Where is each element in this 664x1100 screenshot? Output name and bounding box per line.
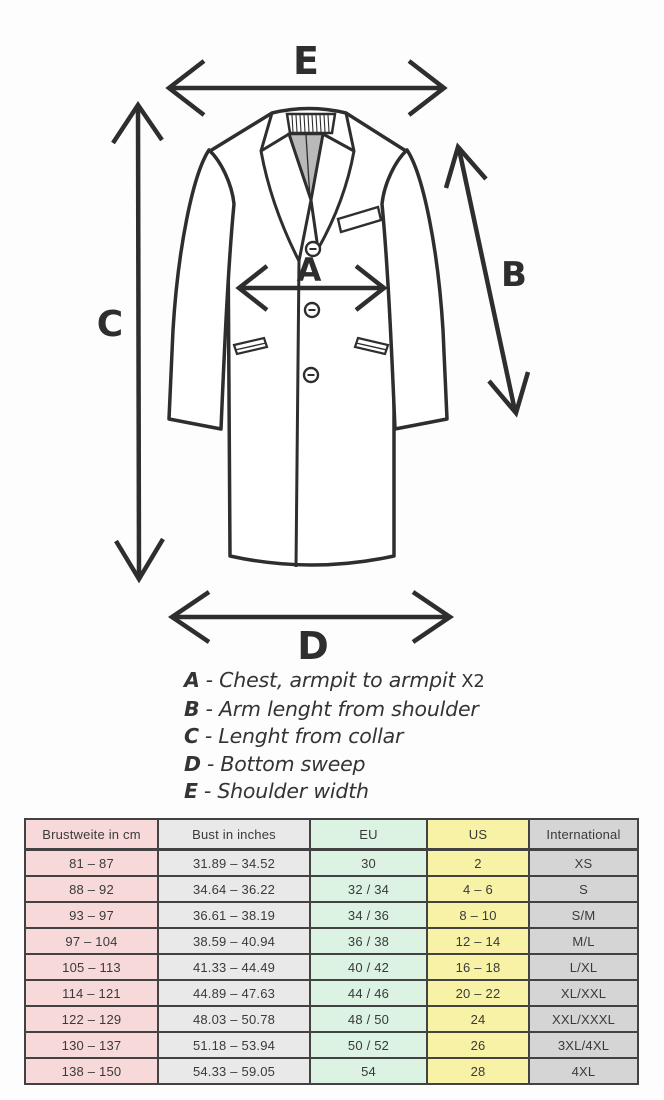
cell-intl: XL/XXL: [529, 980, 638, 1006]
col-header-eu: EU: [310, 819, 427, 850]
cell-intl: L/XL: [529, 954, 638, 980]
legend-suffix: X2: [461, 671, 485, 692]
measurement-legend: [184, 667, 604, 806]
legend-text: - Shoulder width: [203, 779, 369, 804]
cell-inches: 38.59 – 40.94: [158, 928, 310, 954]
cell-intl: XS: [529, 850, 638, 877]
cell-eu: 32 / 34: [310, 876, 427, 902]
coat-right-sleeve: [382, 150, 447, 429]
legend-letter: B: [184, 696, 200, 721]
size-row-xs: [25, 850, 638, 877]
legend-text: - Bottom sweep: [206, 751, 366, 776]
cell-us: 24: [427, 1006, 529, 1032]
cell-inches: 36.61 – 38.19: [158, 902, 310, 928]
cell-us: 28: [427, 1058, 529, 1084]
cell-cm: 122 – 129: [25, 1006, 158, 1032]
legend-item-d: [184, 751, 604, 779]
cell-intl: 4XL: [529, 1058, 638, 1084]
cell-us: 20 – 22: [427, 980, 529, 1006]
cell-cm: 114 – 121: [25, 980, 158, 1006]
dim-label-e: E: [293, 39, 319, 83]
cell-eu: 34 / 36: [310, 902, 427, 928]
dim-label-d: D: [297, 624, 329, 660]
cell-cm: 97 – 104: [25, 928, 158, 954]
legend-item-c: [184, 723, 604, 751]
legend-item-a: [184, 667, 604, 696]
cell-intl: S: [529, 876, 638, 902]
cell-us: 26: [427, 1032, 529, 1058]
cell-us: 12 – 14: [427, 928, 529, 954]
size-row-4xl: [25, 1058, 638, 1084]
cell-eu: 44 / 46: [310, 980, 427, 1006]
cell-eu: 54: [310, 1058, 427, 1084]
cell-intl: M/L: [529, 928, 638, 954]
cell-inches: 51.18 – 53.94: [158, 1032, 310, 1058]
cell-inches: 41.33 – 44.49: [158, 954, 310, 980]
cell-cm: 130 – 137: [25, 1032, 158, 1058]
cell-eu: 30: [310, 850, 427, 877]
cell-inches: 34.64 – 36.22: [158, 876, 310, 902]
legend-letter: E: [184, 779, 198, 804]
size-table-header-row: [25, 819, 638, 850]
size-row-s: [25, 876, 638, 902]
cell-cm: 105 – 113: [25, 954, 158, 980]
size-row-lxl: [25, 954, 638, 980]
col-header-us: US: [427, 819, 529, 850]
size-row-3xl4xl: [25, 1032, 638, 1058]
legend-text: - Arm lenght from shoulder: [205, 696, 479, 721]
cell-inches: 48.03 – 50.78: [158, 1006, 310, 1032]
size-row-ml: [25, 928, 638, 954]
cell-intl: 3XL/4XL: [529, 1032, 638, 1058]
cell-intl: S/M: [529, 902, 638, 928]
cell-inches: 54.33 – 59.05: [158, 1058, 310, 1084]
size-row-xlxxl: [25, 980, 638, 1006]
cell-us: 4 – 6: [427, 876, 529, 902]
dim-label-a: A: [296, 251, 322, 289]
coat-illustration: [169, 109, 447, 568]
cell-inches: 44.89 – 47.63: [158, 980, 310, 1006]
col-header-international: International: [529, 819, 638, 850]
cell-cm: 93 – 97: [25, 902, 158, 928]
legend-item-b: [184, 696, 604, 724]
legend-item-e: [184, 778, 604, 806]
cell-eu: 40 / 42: [310, 954, 427, 980]
cell-cm: 138 – 150: [25, 1058, 158, 1084]
cell-cm: 88 – 92: [25, 876, 158, 902]
dim-label-b: B: [501, 255, 527, 295]
legend-letter: D: [184, 751, 201, 776]
size-row-sm: [25, 902, 638, 928]
cell-eu: 50 / 52: [310, 1032, 427, 1058]
dim-label-c: C: [96, 304, 124, 345]
cell-us: 2: [427, 850, 529, 877]
cell-eu: 36 / 38: [310, 928, 427, 954]
col-header-brustweite-cm: Brustweite in cm: [25, 819, 158, 850]
cell-eu: 48 / 50: [310, 1006, 427, 1032]
cell-inches: 31.89 – 34.52: [158, 850, 310, 877]
coat-left-sleeve: [169, 150, 234, 429]
cell-us: 16 – 18: [427, 954, 529, 980]
legend-letter: C: [184, 724, 199, 749]
size-table: [24, 818, 639, 1085]
legend-text: - Lenght from collar: [204, 724, 404, 749]
legend-text: - Chest, armpit to armpit: [205, 668, 456, 692]
size-row-xxlxxxl: [25, 1006, 638, 1032]
col-header-bust-inches: Bust in inches: [158, 819, 310, 850]
cell-intl: XXL/XXXL: [529, 1006, 638, 1032]
legend-letter: A: [184, 668, 200, 692]
cell-cm: 81 – 87: [25, 850, 158, 877]
cell-us: 8 – 10: [427, 902, 529, 928]
